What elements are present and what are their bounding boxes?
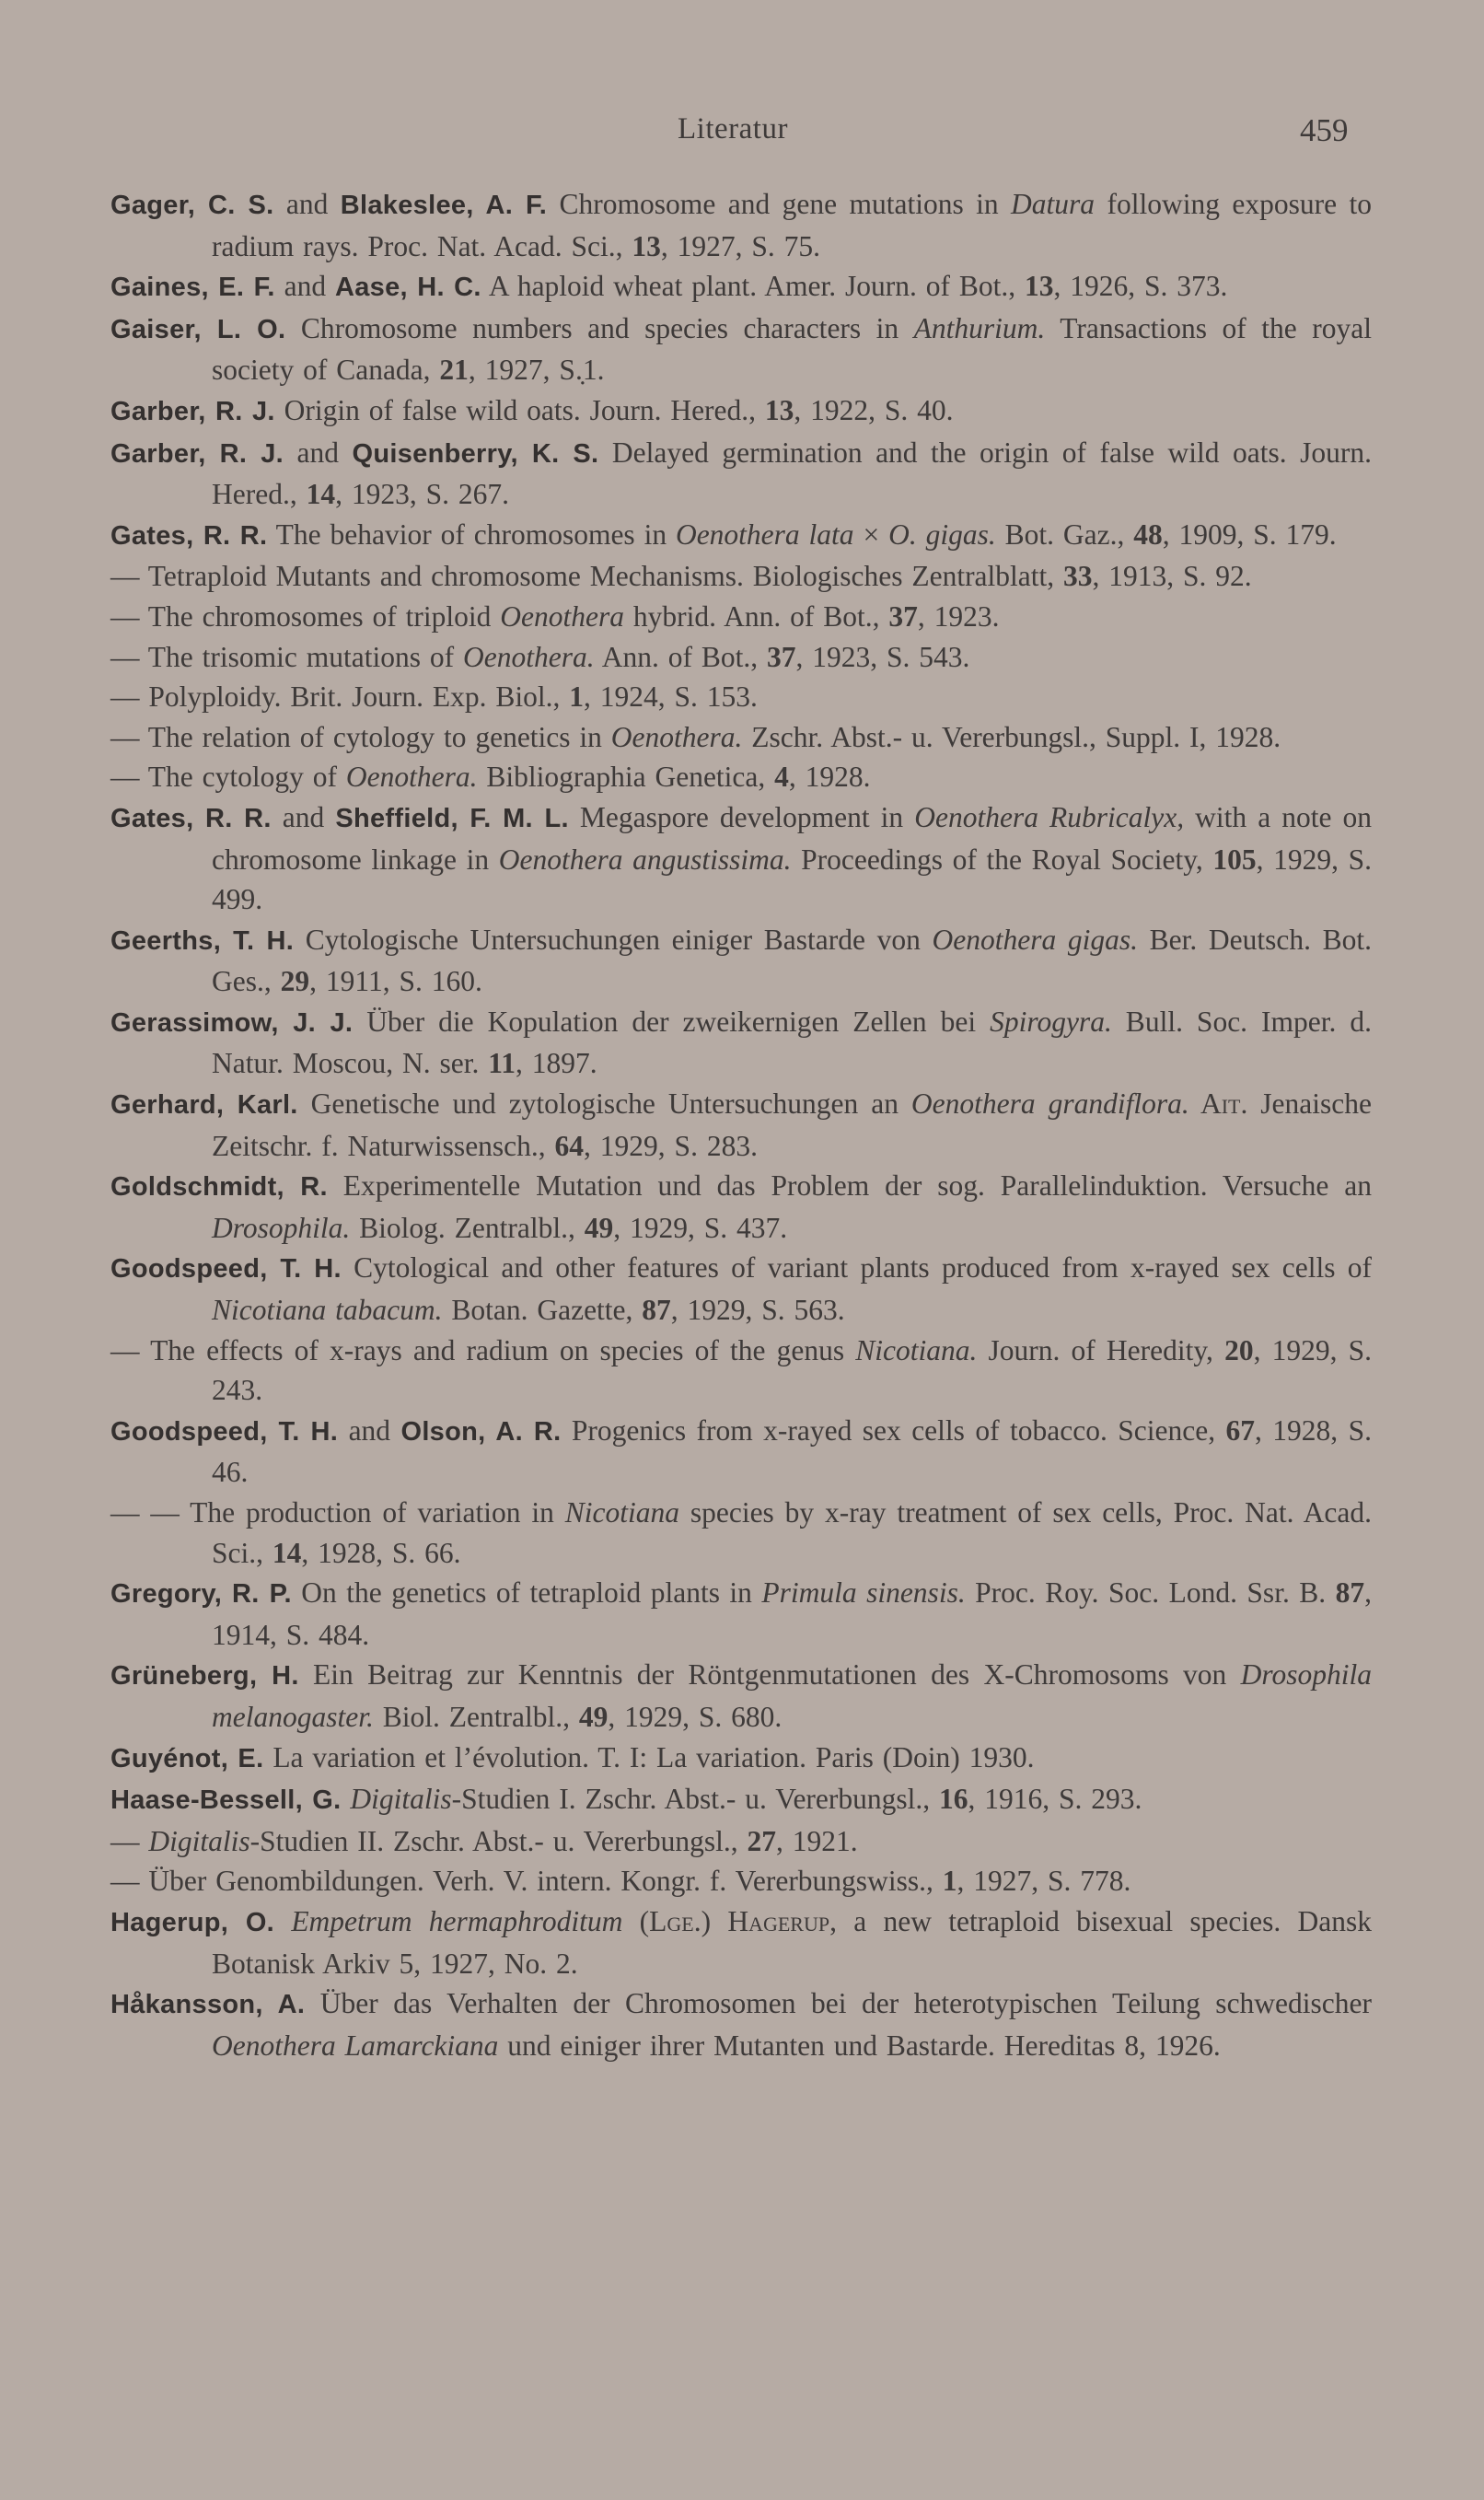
entry-italic-text: Spirogyra. — [990, 1005, 1112, 1038]
entry-volume: 37 — [767, 640, 796, 673]
entry-text: Botan. Gazette, — [442, 1294, 643, 1327]
entry-text: — Tetraploid Mutants and chromosome Mechanisms. Biologisches Zentralblatt, — [110, 560, 1064, 593]
entry-text: and — [271, 800, 336, 833]
entry-text: , 1914, S. 484. — [212, 1576, 1372, 1651]
entry-text: , 1909, S. 179. — [1162, 517, 1337, 551]
running-title: Literatur — [678, 112, 788, 145]
entry-volume: 37 — [888, 599, 918, 633]
entry-volume: 4 — [774, 761, 789, 794]
entry-italic-text: Datura — [1011, 188, 1096, 220]
entry-author: Olson, A. R. — [400, 1416, 562, 1447]
entry-volume: 11 — [488, 1047, 516, 1080]
bibliography-entry — [110, 1861, 1372, 1901]
entry-text: species by x-ray treatment of sex cells, Proc. Nat. Acad. Sci., — [212, 1496, 1372, 1569]
entry-text: Biol. Zentralbl., — [373, 1700, 579, 1733]
entry-text: -Studien II. Zschr. Abst.- u. Vererbungsl., — [249, 1824, 748, 1857]
entry-text: , 1929, S. 283. — [584, 1129, 758, 1162]
entry-author: Garber, R. J. — [110, 396, 275, 426]
entry-italic-text: Digitalis — [350, 1783, 452, 1816]
bibliography-entry — [110, 184, 1372, 266]
entry-text: — — [110, 1824, 149, 1857]
entry-text: Transactions of the royal society of Canada, — [212, 311, 1372, 387]
entry-text: Über das Verhalten der Chromosomen bei der heterotypischen Teilung schwedischer — [305, 1987, 1372, 2020]
entry-text: Proceedings of the Royal Society, — [791, 843, 1213, 876]
entry-italic-text: O. gigas. — [888, 517, 996, 551]
entry-text: with a note on chromosome linkage in — [212, 800, 1373, 876]
entry-volume: 13 — [632, 229, 661, 262]
entry-text: following exposure to radium rays. Proc. Nat. Acad. Sci., — [212, 188, 1373, 262]
entry-text: A haploid wheat plant. Amer. Journ. of Bot., — [481, 270, 1025, 303]
entry-text: Bibliographia Genetica, — [477, 761, 775, 794]
bibliography-entry — [110, 515, 1372, 557]
entry-volume: 33 — [1063, 560, 1093, 593]
entry-text: , 1923. — [917, 599, 1000, 633]
entry-volume: 27 — [747, 1824, 776, 1857]
entry-volume: 87 — [642, 1294, 671, 1327]
entry-author: Hagerup, O. — [110, 1907, 275, 1937]
entry-text: , 1928. — [788, 761, 871, 794]
entry-text: Cytological and other features of variant plants produced from x-rayed sex cells of — [341, 1251, 1372, 1285]
entry-text: hybrid. Ann. of Bot., — [623, 599, 889, 633]
entry-italic-text: Oenothera Rubricalyx, — [914, 800, 1185, 833]
entry-volume: 21 — [439, 354, 469, 387]
entry-author: Gerhard, Karl. — [110, 1090, 298, 1121]
bibliography-entry — [110, 1331, 1372, 1411]
entry-text: — Polyploidy. Brit. Journ. Exp. Biol., — [110, 680, 570, 714]
entry-author: Guyénot, E. — [110, 1743, 264, 1773]
bibliography-entry — [110, 1411, 1372, 1493]
bibliography-entry — [110, 1493, 1372, 1573]
entry-text: , 1913, S. 92. — [1092, 560, 1252, 593]
entry-text: ( — [622, 1904, 650, 1937]
entry-text: , 1923, S. 543. — [795, 640, 970, 673]
entry-italic-text: Oenothera. — [610, 720, 743, 753]
bibliography-entry — [110, 920, 1372, 1002]
bibliography-entry — [110, 1779, 1372, 1821]
entry-text: — The chromosomes of triploid — [110, 599, 501, 633]
entry-text: Über die Kopulation der zweikernigen Zellen bei — [353, 1005, 991, 1038]
entry-text: — The trisomic mutations of — [110, 640, 464, 673]
entry-italic-text: Oenothera angustissima. — [498, 843, 792, 876]
entry-text: , 1916, S. 293. — [968, 1783, 1142, 1816]
entry-volume: 105 — [1212, 843, 1257, 876]
entry-text: , 1927, S.̣1. — [468, 354, 605, 387]
entry-volume: 49 — [584, 1211, 614, 1244]
bibliography-entry — [110, 1573, 1372, 1655]
entry-text: , 1929, S. 243. — [212, 1333, 1372, 1407]
entry-author: Quisenberry, K. S. — [352, 438, 599, 469]
entry-author: Gates, R. R. — [110, 803, 272, 833]
entry-italic-text: Oenothera. — [345, 761, 478, 794]
entry-text: , 1927, S. 778. — [956, 1865, 1131, 1898]
entry-text: Chromosome numbers and species characters in — [285, 311, 914, 344]
entry-author: Garber, R. J. — [110, 438, 284, 469]
entry-italic-text: Nicotiana tabacum. — [212, 1294, 443, 1327]
entry-text: , 1923, S. 267. — [335, 478, 509, 511]
entry-author: Gerassimow, J. J. — [110, 1007, 354, 1038]
bibliography-list — [110, 184, 1372, 2065]
entry-text: Genetische und zytologische Untersuchungen an — [297, 1087, 911, 1121]
entry-text: Biolog. Zentralbl., — [350, 1211, 585, 1244]
entry-text: On the genetics of tetraploid plants in — [291, 1576, 762, 1610]
bibliography-entry — [110, 1901, 1372, 1983]
entry-italic-text: Oenothera gigas. — [932, 923, 1138, 956]
entry-text: and — [338, 1413, 401, 1447]
entry-author: Sheffield, F. M. L. — [335, 803, 569, 833]
entry-italic-text: Oenothera lata — [675, 517, 854, 551]
bibliography-entry — [110, 677, 1372, 717]
entry-italic-text: Digitalis — [148, 1824, 250, 1857]
entry-text: Journ. of Heredity, — [977, 1333, 1225, 1366]
entry-italic-text: Nicotiana — [564, 1496, 679, 1529]
entry-text: Megaspore development in — [568, 800, 915, 833]
entry-volume: 13 — [764, 393, 794, 426]
bibliography-entry — [110, 717, 1372, 758]
entry-text: , 1924, S. 153. — [584, 680, 758, 714]
entry-volume: 67 — [1225, 1413, 1255, 1447]
entry-text: -Studien I. Zschr. Abst.- u. Vererbungsl., — [451, 1783, 940, 1816]
entry-text: — The relation of cytology to genetics in — [110, 720, 611, 753]
entry-text: — The cytology of — [110, 761, 346, 794]
entry-text: , 1929, S. 680. — [608, 1700, 783, 1733]
entry-text: and — [274, 270, 335, 303]
entry-text: Cytologische Untersuchungen einiger Bastarde von — [294, 923, 933, 956]
bibliography-entry — [110, 433, 1372, 515]
entry-italic-text: Nicotiana. — [855, 1333, 978, 1366]
entry-text: Experimentelle Mutation und das Problem der sog. Parallelinduktion. Versuche an — [327, 1169, 1373, 1203]
bibliography-entry — [110, 797, 1372, 920]
entry-volume: 87 — [1335, 1576, 1365, 1610]
page-header — [0, 112, 1484, 153]
entry-italic-text: Drosophila melanogaster. — [212, 1658, 1372, 1733]
entry-text: , 1922, S. 40. — [794, 393, 954, 426]
entry-text: Jenaische Zeitschr. f. Naturwissensch., — [212, 1087, 1372, 1162]
entry-author: Grüneberg, H. — [110, 1661, 299, 1692]
entry-text: Ein Beitrag zur Kenntnis der Röntgenmutationen des X-Chromosoms von — [298, 1658, 1241, 1692]
entry-volume: 49 — [578, 1700, 609, 1733]
bibliography-entry — [110, 266, 1372, 308]
entry-smallcaps-text: Lge. — [649, 1904, 701, 1937]
entry-text: Ann. of Bot., — [594, 640, 768, 673]
entry-text: × — [853, 517, 889, 551]
entry-text: , 1929, S. 437. — [613, 1211, 788, 1244]
entry-text: , 1927, S. 75. — [660, 229, 821, 262]
entry-author: Blakeslee, A. F. — [340, 191, 548, 220]
entry-volume: 64 — [554, 1129, 585, 1162]
entry-text — [274, 1905, 291, 1937]
entry-italic-text: Oenothera. — [463, 640, 595, 673]
entry-italic-text: Oenothera grandiflora. — [910, 1087, 1189, 1121]
entry-text: Origin of false wild oats. Journ. Hered., — [274, 393, 765, 426]
entry-text: — The effects of x-rays and radium on species of the genus — [110, 1333, 856, 1366]
entry-author: Aase, H. C. — [334, 273, 481, 303]
entry-volume: 20 — [1224, 1333, 1254, 1366]
bibliography-entry — [110, 1983, 1372, 2065]
entry-text — [342, 1783, 351, 1815]
entry-author: Goodspeed, T. H. — [110, 1416, 339, 1447]
entry-text: , 1911, S. 160. — [309, 965, 482, 998]
entry-text: , 1928, S. 66. — [301, 1536, 461, 1569]
entry-text: ) — [701, 1904, 728, 1937]
entry-volume: 14 — [306, 478, 336, 511]
entry-text: , 1921. — [776, 1824, 858, 1857]
entry-italic-text: Primula sinensis. — [761, 1576, 966, 1610]
bibliography-entry — [110, 1821, 1372, 1862]
entry-author: Gregory, R. P. — [110, 1579, 292, 1610]
page-number: 459 — [1300, 112, 1349, 148]
entry-text: und einiger ihrer Mutanten und Bastarde. Hereditas 8, 1926. — [498, 2029, 1221, 2062]
entry-text: — Über Genombildungen. Verh. V. intern. Kongr. f. Vererbungswiss., — [110, 1865, 943, 1898]
entry-text: Chromosome and gene mutations in — [547, 188, 1012, 220]
entry-text: , 1928, S. 46. — [212, 1413, 1372, 1489]
entry-text: Bull. Soc. Imper. d. Natur. Moscou, N. ser. — [212, 1005, 1372, 1080]
entry-volume: 1 — [942, 1865, 957, 1898]
entry-author: Geerths, T. H. — [110, 925, 295, 956]
bibliography-entry — [110, 757, 1372, 797]
entry-smallcaps-text: Hagerup — [727, 1904, 830, 1937]
bibliography-entry — [110, 1084, 1372, 1166]
entry-volume: 14 — [272, 1536, 302, 1569]
entry-text: and — [273, 188, 341, 220]
entry-text: Proc. Roy. Soc. Lond. Ssr. B. — [965, 1576, 1336, 1610]
entry-text: The behavior of chromosomes in — [267, 517, 676, 551]
entry-text: , a new tetraploid bisexual species. Dansk Botanisk Arkiv 5, 1927, No. 2. — [212, 1904, 1372, 1980]
bibliography-entry — [110, 637, 1372, 678]
bibliography-entry — [110, 1248, 1372, 1330]
entry-author: Gaines, E. F. — [110, 273, 275, 303]
entry-text: , 1926, S. 373. — [1053, 270, 1228, 303]
entry-italic-text: Empetrum hermaphroditum — [291, 1904, 623, 1937]
entry-author: Gager, C. S. — [110, 191, 274, 220]
entry-smallcaps-text: Ait. — [1188, 1087, 1261, 1121]
entry-italic-text: Oenothera — [500, 599, 624, 633]
entry-volume: 48 — [1133, 517, 1163, 551]
entry-volume: 29 — [280, 965, 310, 998]
entry-volume: 16 — [939, 1783, 968, 1816]
bibliography-entry — [110, 1166, 1372, 1248]
bibliography-entry — [110, 556, 1372, 597]
entry-italic-text: Anthurium. — [913, 311, 1046, 344]
entry-italic-text: Oenothera Lamarckiana — [212, 2029, 499, 2062]
entry-text: Ber. Deutsch. Bot. Ges., — [212, 923, 1372, 998]
entry-text: and — [284, 436, 353, 469]
bibliography-entry — [110, 308, 1372, 390]
entry-author: Haase-Bessell, G. — [110, 1785, 342, 1816]
entry-italic-text: Drosophila. — [212, 1211, 351, 1244]
bibliography-entry — [110, 597, 1372, 637]
entry-author: Goodspeed, T. H. — [110, 1254, 342, 1285]
entry-text: Progenics from x-rayed sex cells of tobacco. Science, — [561, 1413, 1226, 1447]
entry-text: — — The production of variation in — [110, 1496, 565, 1529]
bibliography-entry — [110, 390, 1372, 433]
entry-author: Håkansson, A. — [110, 1990, 306, 2020]
entry-volume: 13 — [1025, 270, 1054, 303]
bibliography-entry — [110, 1655, 1372, 1737]
entry-volume: 1 — [569, 680, 584, 714]
entry-text: Zschr. Abst.- u. Vererbungsl., Suppl. I, 1928. — [742, 720, 1281, 753]
entry-text: Delayed germination and the origin of false wild oats. Journ. Hered., — [212, 436, 1372, 511]
entry-text: , 1929, S. 499. — [212, 843, 1372, 916]
entry-text: , 1897. — [516, 1047, 597, 1080]
entry-text: , 1929, S. 563. — [670, 1294, 845, 1327]
entry-author: Gaiser, L. O. — [110, 314, 286, 344]
bibliography-entry — [110, 1002, 1372, 1084]
entry-text: Bot. Gaz., — [995, 517, 1134, 551]
entry-author: Goldschmidt, R. — [110, 1172, 328, 1203]
entry-text: La variation et l’évolution. T. I: La variation. Paris (Doin) 1930. — [263, 1740, 1035, 1773]
entry-author: Gates, R. R. — [110, 520, 268, 551]
bibliography-entry — [110, 1738, 1372, 1780]
